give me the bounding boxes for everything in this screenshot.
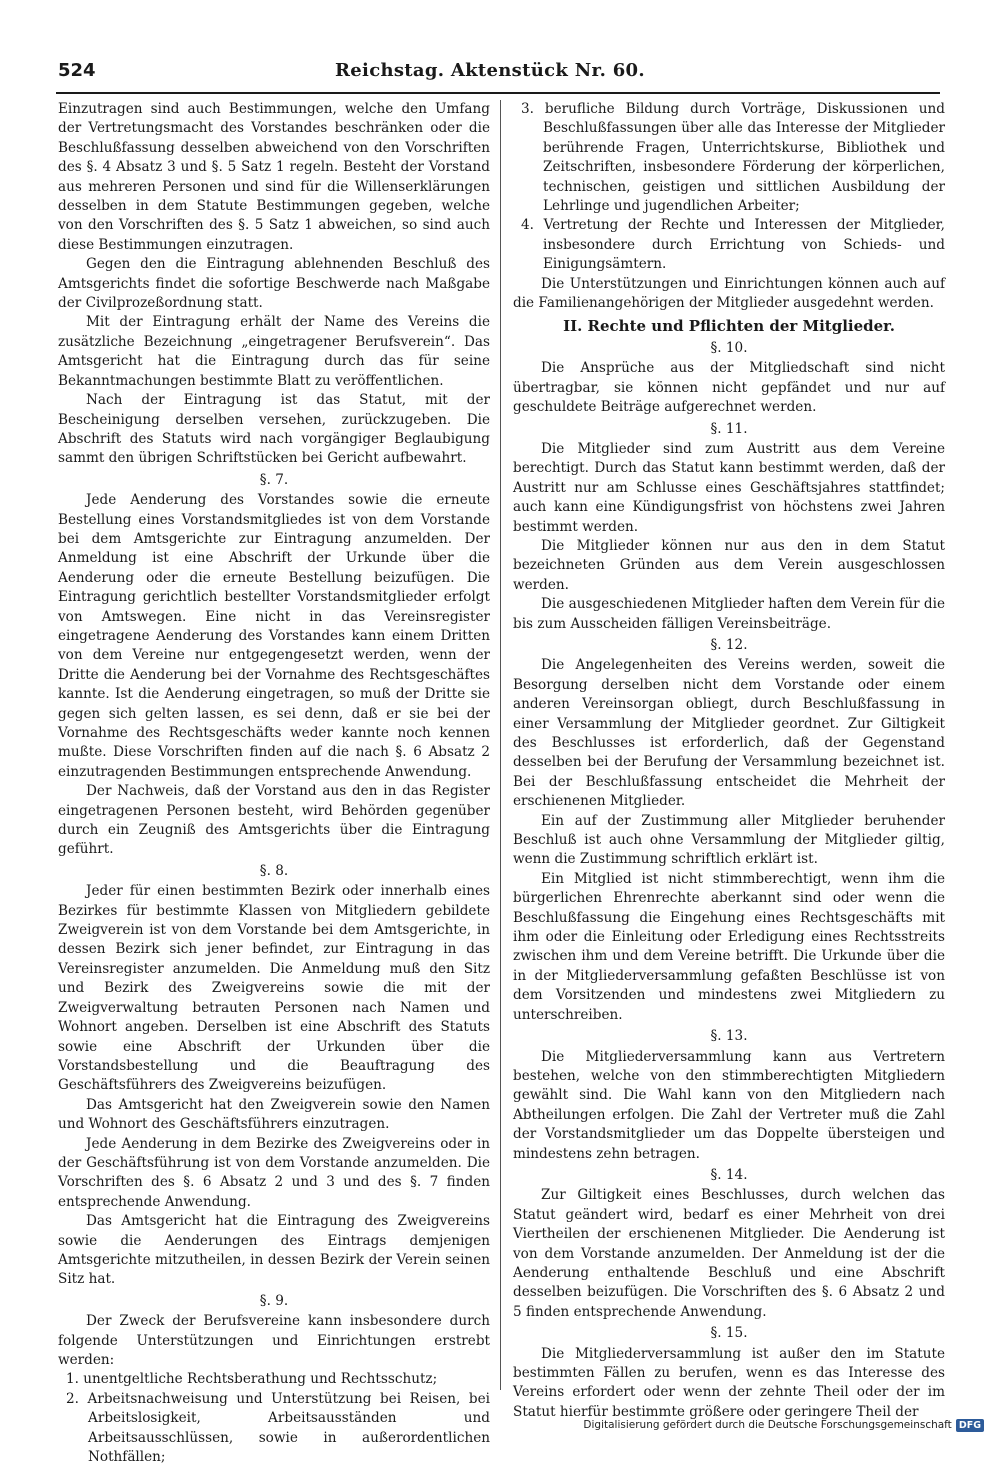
credit-text: Digitalisierung gefördert durch die Deutsche Forschungsgemeinschaft bbox=[583, 1419, 952, 1431]
paragraph: Jede Aenderung des Vorstandes sowie die erneute Bestellung eines Vorstandsmitgliedes ist von dem Vorstande bei dem Amtsgerichte zur Eintragung anzumelden. Der Anmeldung ist eine Abschrift der Urkunde über die Aenderung oder die erneute Bestellung beizufügen. Die Eintragung gerichtlich bestellter Vorstandsmitglieder erfolgt von Amtswegen. Eine nicht in das Vereinsregister eingetragene Aenderung des Vorstandes kann einem Dritten von dem Vereine nur entgegengesetzt werden, wenn der Dritte die Aenderung bei der Vornahme des Rechtsgeschäftes kannte. Ist die Aenderung eingetragen, so muß der Dritte sie gegen sich gelten lassen, es sei denn, daß er sie bei der Vornahme des Rechtsgeschäfts weder kannte noch kennen mußte. Diese Vorschriften finden auf die nach §. 6 Absatz 2 einzutragenden Bestimmungen entsprechende Anwendung. bbox=[58, 492, 490, 780]
paragraph: Die Mitgliederversammlung kann aus Vertretern bestehen, welche von den stimmberechtigten Mitgliedern gewählt sind. Die Wahl kann von den Mitgliedern nach Abtheilungen erfolgen. Die Zahl der Vertreter muß die Zahl der Vorstandsmitglieder um das Doppelte übersteigen und mindestens zehn betragen. bbox=[513, 1048, 945, 1162]
header-rule bbox=[56, 92, 940, 94]
paragraph: Die Mitgliederversammlung ist außer den im Statute bestimmten Fällen zu berufen, wenn es das Interesse des Vereins erfordert oder wenn der zehnte Theil oder der im Statut hierfür bestimmte größere oder geringere Theil der bbox=[513, 1345, 945, 1420]
paragraph: Der Nachweis, daß der Vorstand aus den in das Register eingetragenen Personen besteht, wird Behörden gegenüber durch ein Zeugniß des Amtsgerichts über die Eintragung geführt. bbox=[58, 783, 490, 858]
paragraph: Die ausgeschiedenen Mitglieder haften dem Verein für die bis zum Ausscheiden fälligen Vereinsbeiträge. bbox=[513, 596, 946, 632]
paragraph: Die Ansprüche aus der Mitgliedschaft sind nicht übertragbar, sie können nicht gepfändet und nur auf geschuldete Beiträge aufgerechnet werden. bbox=[513, 360, 945, 416]
dfg-logo: DFG bbox=[956, 1419, 984, 1432]
paragraph: Die Angelegenheiten des Vereins werden, soweit die Besorgung derselben nicht dem Vorstande oder einem anderen Vereinsorgan obliegt, durch Beschlußfassung in einer Versammlung der Mitglieder geordnet. Zur Giltigkeit des Beschlusses ist erforderlich, daß der Gegenstand desselben bei der Berufung der Versammlung bezeichnet ist. Bei der Beschlußfassung entscheidet die Mehrheit der erschienenen Mitglieder. bbox=[513, 657, 945, 810]
list-item: 2. Arbeitsnachweisung und Unterstützung bei Reisen, bei Arbeitslosigkeit, Arbeitsausständen und Arbeitsausschlüssen, sowie in außerordentlichen Nothfällen; bbox=[66, 1390, 490, 1466]
paragraph: Der Zweck der Berufsvereine kann insbesondere durch folgende Unterstützungen und Einrichtungen erstrebt werden: bbox=[58, 1313, 490, 1368]
paragraph: Nach der Eintragung ist das Statut, mit der Bescheinigung derselben versehen, zurückzugeben. Die Abschrift des Statuts wird nach vorgängiger Beglaubigung sammt den übrigen Schriftstücken bei Gericht aufbewahrt. bbox=[58, 392, 490, 467]
section-7-heading: §. 7. bbox=[259, 471, 289, 488]
digitization-credit bbox=[583, 1416, 984, 1434]
left-column bbox=[58, 100, 490, 1466]
page-title: Reichstag. Aktenstück Nr. 60. bbox=[335, 60, 645, 81]
section-14-heading: §. 14. bbox=[710, 1166, 748, 1183]
section-ii-heading: II. Rechte und Pflichten der Mitglieder. bbox=[563, 317, 895, 336]
section-13-heading: §. 13. bbox=[710, 1028, 748, 1045]
section-8-heading: §. 8. bbox=[259, 862, 289, 879]
section-15-heading: §. 15. bbox=[710, 1325, 748, 1342]
section-10-heading: §. 10. bbox=[710, 339, 748, 356]
paragraph: Jeder für einen bestimmten Bezirk oder innerhalb eines Bezirkes für bestimmte Klassen von Mitgliedern gebildete Zweigverein ist von dem Vorstande bei dem Amtsgerichte, in dessen Bezirk sich jener befindet, zur Eintragung in das Vereinsregister anzumelden. Die Anmeldung muß den Sitz und Bezirk des Zweigvereins sowie die mit der Zweigverwaltung betrauten Personen nach Namen und Wohnort angeben. Derselben ist eine Abschrift des Statuts sowie eine Abschrift der Urkunden über die Vorstandsbestellung und die Beauftragung des Geschäftsführers des Zweigvereins beizufügen. bbox=[58, 883, 490, 1094]
page-number: 524 bbox=[58, 60, 96, 81]
list-item: 3. berufliche Bildung durch Vorträge, Diskussionen und Beschlußfassungen über alle das Interesse der Mitglieder berührende Fragen, Unterrichtskurse, Bibliothek und Zeitschriften, insbesondere Förderung der körperlichen, technischen, geistigen und sittlichen Ausbildung der Lehrlinge und jugendlichen Arbeiter; bbox=[521, 101, 945, 215]
paragraph: Mit der Eintragung erhält der Name des Vereins die zusätzliche Bezeichnung „eingetragener Berufsverein“. Das Amtsgericht hat die Eintragung durch das für seine Bekanntmachungen bestimmte Blatt zu veröffentlichen. bbox=[58, 314, 490, 389]
paragraph: Gegen den die Eintragung ablehnenden Beschluß des Amtsgerichts findet die sofortige Beschwerde nach Maßgabe der Civilprozeßordnung statt. bbox=[58, 256, 490, 312]
paragraph: Ein auf der Zustimmung aller Mitglieder beruhender Beschluß ist auch ohne Versammlung der Mitglieder giltig, wenn die Zustimmung schriftlich erklärt ist. bbox=[513, 812, 945, 868]
right-column bbox=[513, 100, 946, 1420]
paragraph: Die Unterstützungen und Einrichtungen können auch auf die Familienangehörigen der Mitglieder ausgedehnt werden. bbox=[513, 275, 945, 312]
paragraph: Die Mitglieder können nur aus den in dem Statut bezeichneten Gründen aus dem Verein ausgeschlossen werden. bbox=[513, 537, 945, 593]
paragraph: Das Amtsgericht hat den Zweigverein sowie den Namen und Wohnort des Geschäftsführers einzutragen. bbox=[58, 1096, 490, 1133]
paragraph: Einzutragen sind auch Bestimmungen, welche den Umfang der Vertretungsmacht des Vorstandes beschränken oder die Beschlußfassung desselben abweichend von den Vorschriften des §. 4 Absatz 3 und §. 5 Satz 1 regeln. Besteht der Vorstand aus mehreren Personen und sind für die Willenserklärungen desselben in dem Statute Bestimmungen gegeben, welche von den Vorschriften des §. 5 Satz 1 abweichen, so sind auch diese Bestimmungen einzutragen. bbox=[58, 101, 490, 253]
paragraph: Ein Mitglied ist nicht stimmberechtigt, wenn ihm die bürgerlichen Ehrenrechte aberkannt sind oder wenn die Beschlußfassung die Eingehung eines Rechtsgeschäfts mit ihm oder die Einleitung oder Erledigung eines Rechtsstreits zwischen ihm und dem Vereine betrifft. Die Urkunde über die in der Mitgliederversammlung gefaßten Beschlüsse ist von dem Vorsitzenden und mindestens zwei Mitgliedern zu unterschreiben. bbox=[513, 870, 945, 1023]
paragraph: Das Amtsgericht hat die Eintragung des Zweigvereins sowie die Aenderungen des Eintrags demjenigen Amtsgerichte mitzutheilen, in dessen Bezirk der Verein seinen Sitz hat. bbox=[58, 1213, 490, 1288]
paragraph: Die Mitglieder sind zum Austritt aus dem Vereine berechtigt. Durch das Statut kann bestimmt werden, daß der Austritt nur am Schlusse eines Geschäftsjahres stattfindet; auch kann eine Kündigungsfrist von höchstens zwei Jahren bestimmt werden. bbox=[513, 440, 945, 535]
paragraph: Jede Aenderung in dem Bezirke des Zweigvereins oder in der Geschäftsführung ist von dem Vorstande anzumelden. Die Vorschriften des §. 6 Absatz 2 und 3 und des §. 7 finden entsprechende Anwendung. bbox=[58, 1135, 490, 1210]
section-9-heading: §. 9. bbox=[259, 1292, 289, 1309]
list-item: 1. unentgeltliche Rechtsberathung und Rechtsschutz; bbox=[66, 1371, 438, 1388]
column-divider bbox=[500, 100, 501, 1390]
section-11-heading: §. 11. bbox=[710, 420, 748, 437]
paragraph: Zur Giltigkeit eines Beschlusses, durch welchen das Statut geändert wird, bedarf es einer Mehrheit von drei Viertheilen der erschienenen Mitglieder. Die Aenderung ist von dem Vorstande anzumelden. Der Anmeldung ist der die Aenderung enthaltende Beschluß und eine Abschrift desselben beizufügen. Die Vorschriften des §. 6 Absatz 2 und 5 finden entsprechende Anwendung. bbox=[513, 1187, 945, 1320]
page-header bbox=[40, 52, 940, 90]
list-item: 4. Vertretung der Rechte und Interessen der Mitglieder, insbesondere durch Errichtung von Schieds- und Einigungsämtern. bbox=[521, 217, 945, 273]
section-12-heading: §. 12. bbox=[710, 636, 748, 653]
